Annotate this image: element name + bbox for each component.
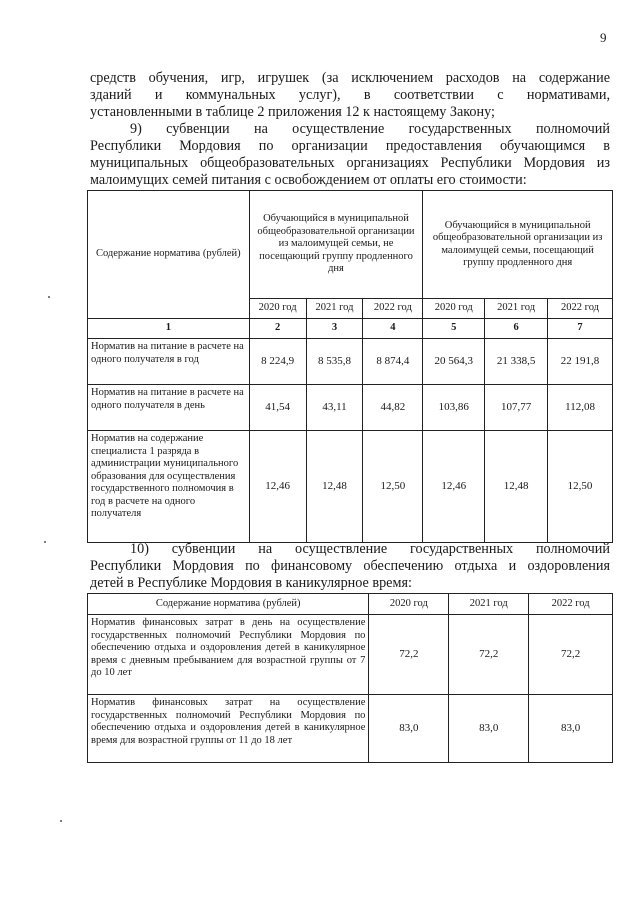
year-header: 2021 год	[306, 299, 363, 319]
text-line: детей в Республике Мордовия в каникулярное время:	[90, 575, 412, 591]
cell-value: 12,48	[306, 431, 363, 543]
header-content: Содержание норматива (рублей)	[88, 594, 369, 615]
table-row	[88, 431, 613, 543]
year-header: 2020 год	[369, 594, 449, 615]
column-number-row	[88, 319, 613, 339]
cell-value: 41,54	[249, 385, 306, 431]
table-row	[88, 695, 613, 763]
cell-value: 72,2	[449, 615, 529, 695]
cell-value: 43,11	[306, 385, 363, 431]
item-10-paragraph	[90, 541, 610, 592]
row-label: Норматив на питание в расчете на одного получателя в год	[88, 339, 250, 385]
column-number: 1	[88, 319, 250, 339]
header-content: Содержание норматива (рублей)	[88, 191, 250, 319]
text-line: 9) субвенции на осуществление государственных полномочий	[130, 121, 610, 137]
cell-value: 21 338,5	[485, 339, 548, 385]
year-header: 2020 год	[249, 299, 306, 319]
header-group-extended-day: Обучающийся в муниципальной общеобразовательной организации из малоимущей семьи, посещающий группу продленного дня	[423, 191, 613, 299]
column-number: 6	[485, 319, 548, 339]
page-number: 9	[600, 30, 607, 45]
cell-value: 72,2	[529, 615, 613, 695]
year-header: 2020 год	[423, 299, 485, 319]
year-header: 2022 год	[529, 594, 613, 615]
year-header: 2022 год	[548, 299, 613, 319]
recreation-norms-table	[87, 593, 613, 763]
cell-value: 22 191,8	[548, 339, 613, 385]
year-header: 2022 год	[363, 299, 423, 319]
text-line: Республики Мордовия по финансовому обеспечению отдыха и оздоровления	[90, 558, 610, 574]
column-number: 3	[306, 319, 363, 339]
cell-value: 72,2	[369, 615, 449, 695]
column-number: 2	[249, 319, 306, 339]
table-row	[88, 615, 613, 695]
row-label: Норматив финансовых затрат на осуществление государственных полномочий Республики Мордовия по обеспечению отдыха и оздоровления детей в каникулярное время для возрастной группы от 11 до 18 лет	[88, 695, 369, 763]
row-label: Норматив на питание в расчете на одного получателя в день	[88, 385, 250, 431]
cell-value: 83,0	[449, 695, 529, 763]
intro-paragraph	[90, 70, 610, 121]
cell-value: 103,86	[423, 385, 485, 431]
cell-value: 12,46	[249, 431, 306, 543]
text-line: 10) субвенции на осуществление государственных полномочий	[130, 541, 610, 557]
text-line: малоимущих семей питания с освобождением от оплаты его стоимости:	[90, 172, 527, 188]
column-number: 7	[548, 319, 613, 339]
text-line: муниципальных общеобразовательных организациях Республики Мордовия из	[90, 155, 610, 171]
scan-speck	[60, 820, 62, 822]
cell-value: 8 535,8	[306, 339, 363, 385]
row-label: Норматив на содержание специалиста 1 разряда в администрации муниципального образования для осуществления государственного полномочия в год в расчете на одного получателя	[88, 431, 250, 543]
nutrition-norms-table	[87, 190, 613, 543]
table-row	[88, 339, 613, 385]
scan-speck	[48, 296, 50, 298]
column-number: 5	[423, 319, 485, 339]
cell-value: 8 224,9	[249, 339, 306, 385]
scan-speck	[44, 541, 46, 543]
cell-value: 12,50	[548, 431, 613, 543]
cell-value: 12,46	[423, 431, 485, 543]
cell-value: 107,77	[485, 385, 548, 431]
year-header: 2021 год	[449, 594, 529, 615]
cell-value: 83,0	[529, 695, 613, 763]
row-label: Норматив финансовых затрат в день на осуществление государственных полномочий Республики Мордовия по обеспечению отдыха и оздоровления детей в каникулярное время с дневным пребыванием для возрастной группы от 7 до 10 лет	[88, 615, 369, 695]
cell-value: 12,48	[485, 431, 548, 543]
table-row	[88, 385, 613, 431]
year-header: 2021 год	[485, 299, 548, 319]
cell-value: 12,50	[363, 431, 423, 543]
cell-value: 44,82	[363, 385, 423, 431]
item-9-paragraph	[90, 121, 610, 189]
text-line: Республики Мордовия по организации предоставления обучающимся в	[90, 138, 610, 154]
header-group-no-extended-day: Обучающийся в муниципальной общеобразовательной организации из малоимущей семьи, не посещающий группу продленного дня	[249, 191, 423, 299]
text-line: установленными в таблице 2 приложения 12 к настоящему Закону;	[90, 104, 495, 120]
text-line: зданий и коммунальных услуг), в соответствии с нормативами,	[90, 87, 610, 103]
cell-value: 112,08	[548, 385, 613, 431]
cell-value: 83,0	[369, 695, 449, 763]
column-number: 4	[363, 319, 423, 339]
cell-value: 8 874,4	[363, 339, 423, 385]
cell-value: 20 564,3	[423, 339, 485, 385]
text-line: средств обучения, игр, игрушек (за исключением расходов на содержание	[90, 70, 610, 86]
